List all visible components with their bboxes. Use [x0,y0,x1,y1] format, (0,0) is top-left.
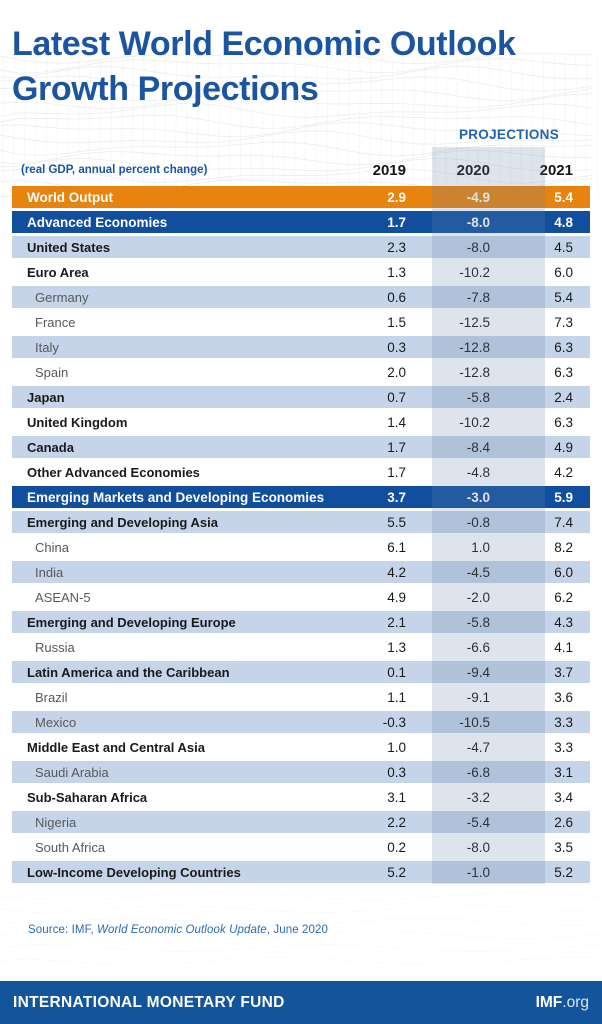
table-row [12,486,590,508]
imf-org-link-rest: .org [562,993,589,1011]
table-row [12,736,590,758]
source-publication: World Economic Outlook Update [97,924,267,936]
row-filler [573,261,590,283]
table-row [12,186,590,208]
row-filler [573,686,590,708]
row-label: Saudi Arabia [12,761,332,783]
row-label: Advanced Economies [12,211,332,233]
table-row [12,761,590,783]
row-filler [573,486,590,508]
row-filler [573,536,590,558]
value-2021: 6.3 [490,336,573,358]
footer-bar [0,981,602,1024]
value-2019: 2.2 [332,811,406,833]
value-2020: -8.4 [406,436,490,458]
value-2020: -4.9 [406,186,490,208]
value-2020: 1.0 [471,539,490,555]
value-2020: -4.5 [406,561,490,583]
growth-projections-table [12,154,590,886]
value-2019: 2.3 [332,236,406,258]
value-2020: -3.0 [406,486,490,508]
value-2019: 1.7 [387,464,406,480]
row-filler [573,736,590,758]
row-filler [573,186,590,208]
value-2021: 3.6 [554,689,573,705]
value-2019: 0.3 [332,761,406,783]
value-2020: -9.1 [466,689,490,705]
row-filler [573,836,590,858]
row-filler [573,811,590,833]
table-row [12,786,590,808]
value-2019: 0.6 [332,286,406,308]
value-2020: -4.8 [466,464,490,480]
row-filler [573,211,590,233]
column-header-2021: 2021 [539,161,573,179]
row-label: World Output [12,186,332,208]
table-body [12,186,590,883]
row-filler [573,861,590,883]
value-2019: 5.2 [332,861,406,883]
row-label: United States [12,236,332,258]
value-2020: -12.8 [459,364,490,380]
table-row [12,336,590,358]
row-label: Latin America and the Caribbean [12,661,332,683]
imf-org-link-bold: IMF [535,993,563,1011]
row-filler [573,636,590,658]
value-2021: 5.2 [490,861,573,883]
row-label: ASEAN-5 [35,589,91,605]
value-2021: 6.2 [554,589,573,605]
table-row [12,461,590,483]
value-2021: 4.5 [490,236,573,258]
value-2020: -5.8 [406,386,490,408]
table-row [12,386,590,408]
value-2021: 3.3 [490,711,573,733]
table-row [12,561,590,583]
row-label: Italy [12,336,332,358]
projections-label: PROJECTIONS [458,127,560,142]
table-row [12,611,590,633]
row-label: Nigeria [12,811,332,833]
table-row [12,861,590,883]
value-2019: 3.1 [387,789,406,805]
value-2020: -5.8 [406,611,490,633]
table-row [12,686,590,708]
imf-org-link[interactable] [536,994,589,1012]
table-row [12,661,590,683]
column-header-filler [573,157,590,183]
row-filler [573,311,590,333]
row-label: India [12,561,332,583]
table-row [12,836,590,858]
row-filler [573,461,590,483]
table-row [12,511,590,533]
row-label: Japan [12,386,332,408]
row-filler [573,511,590,533]
row-filler [573,236,590,258]
row-label: Middle East and Central Asia [27,739,205,755]
value-2020: -8.0 [406,211,490,233]
table-row [12,536,590,558]
value-2021: 4.2 [554,464,573,480]
row-label: Germany [12,286,332,308]
value-2021: 5.9 [490,486,573,508]
footer-org-name: INTERNATIONAL MONETARY FUND [13,993,285,1011]
value-2019: 0.3 [332,336,406,358]
value-2020: -5.4 [406,811,490,833]
value-2020: -8.0 [466,839,490,855]
row-filler [573,786,590,808]
value-2021: 3.4 [554,789,573,805]
value-2019: 6.1 [387,539,406,555]
table-row [12,586,590,608]
value-2020: -7.8 [406,286,490,308]
value-2019: 1.7 [332,436,406,458]
value-2020: -12.5 [459,314,490,330]
value-2021: 4.3 [490,611,573,633]
value-2019: 0.7 [332,386,406,408]
value-2019: 1.5 [387,314,406,330]
table-row [12,411,590,433]
value-2019: 2.9 [332,186,406,208]
row-filler [573,661,590,683]
value-2019: 1.7 [332,211,406,233]
value-2019: 4.9 [387,589,406,605]
value-2020: -10.2 [459,264,490,280]
row-label: Canada [12,436,332,458]
table-subtitle: (real GDP, annual percent change) [21,164,208,176]
value-2021: 7.3 [554,314,573,330]
row-filler [573,411,590,433]
value-2020: -1.0 [406,861,490,883]
row-filler [573,711,590,733]
row-label: Emerging and Developing Asia [12,511,332,533]
row-label: Emerging Markets and Developing Economies [12,486,332,508]
row-filler [573,586,590,608]
row-label: Mexico [12,711,332,733]
row-label: Brazil [35,689,68,705]
source-suffix: , June 2020 [266,924,328,936]
value-2021: 2.4 [490,386,573,408]
table-row [12,436,590,458]
value-2021: 3.7 [490,661,573,683]
table-row [12,636,590,658]
table-row [12,361,590,383]
value-2019: 1.1 [387,689,406,705]
value-2021: 2.6 [490,811,573,833]
value-2021: 4.9 [490,436,573,458]
row-label: United Kingdom [27,414,128,430]
value-2020: -3.2 [466,789,490,805]
value-2019: 2.1 [332,611,406,633]
table-row [12,211,590,233]
table-row [12,236,590,258]
row-label: Low-Income Developing Countries [12,861,332,883]
value-2019: 1.0 [387,739,406,755]
value-2019: 0.1 [332,661,406,683]
source-note [28,924,328,936]
source-prefix: Source: IMF, [28,924,98,936]
row-label: France [35,314,76,330]
value-2019: 1.3 [387,264,406,280]
column-header-2020: 2020 [456,161,490,179]
value-2020: -2.0 [466,589,490,605]
table-header-row [12,157,590,183]
row-label: China [35,539,69,555]
value-2021: 4.8 [490,211,573,233]
value-2020: -4.7 [466,739,490,755]
row-filler [573,761,590,783]
row-label: South Africa [35,839,106,855]
table-row [12,286,590,308]
value-2020: -0.8 [406,511,490,533]
value-2021: 6.0 [554,264,573,280]
value-2020: -12.8 [406,336,490,358]
row-filler [573,361,590,383]
value-2021: 4.1 [554,639,573,655]
value-2021: 3.3 [554,739,573,755]
row-label: Euro Area [27,264,89,280]
page-title-line1: Latest World Economic Outlook [12,25,516,63]
row-filler [573,561,590,583]
row-filler [573,286,590,308]
value-2021: 5.4 [490,286,573,308]
row-label: Sub-Saharan Africa [27,789,148,805]
value-2019: 0.2 [387,839,406,855]
row-label: Russia [35,639,75,655]
value-2019: -0.3 [332,711,406,733]
value-2020: -10.5 [406,711,490,733]
value-2021: 8.2 [554,539,573,555]
value-2020: -6.6 [466,639,490,655]
page-title-line2: Growth Projections [12,70,319,108]
row-filler [573,386,590,408]
table-row [12,711,590,733]
column-header-2019: 2019 [372,161,406,179]
row-label: Other Advanced Economies [27,464,200,480]
value-2019: 2.0 [387,364,406,380]
page-title [12,22,592,112]
value-2020: -8.0 [406,236,490,258]
value-2019: 1.4 [387,414,406,430]
value-2020: -10.2 [459,414,490,430]
value-2021: 3.1 [490,761,573,783]
growth-projections-table-wrap [12,154,590,886]
value-2021: 6.3 [554,414,573,430]
value-2021: 6.0 [490,561,573,583]
value-2020: -6.8 [406,761,490,783]
row-label: Spain [35,364,69,380]
value-2019: 1.3 [387,639,406,655]
table-row [12,261,590,283]
value-2021: 7.4 [490,511,573,533]
row-label: Emerging and Developing Europe [12,611,332,633]
table-row [12,311,590,333]
value-2019: 4.2 [332,561,406,583]
row-filler [573,336,590,358]
row-filler [573,611,590,633]
value-2020: -9.4 [406,661,490,683]
value-2021: 5.4 [490,186,573,208]
value-2021: 3.5 [554,839,573,855]
row-filler [573,436,590,458]
table-row [12,811,590,833]
value-2019: 5.5 [332,511,406,533]
value-2021: 6.3 [554,364,573,380]
value-2019: 3.7 [332,486,406,508]
